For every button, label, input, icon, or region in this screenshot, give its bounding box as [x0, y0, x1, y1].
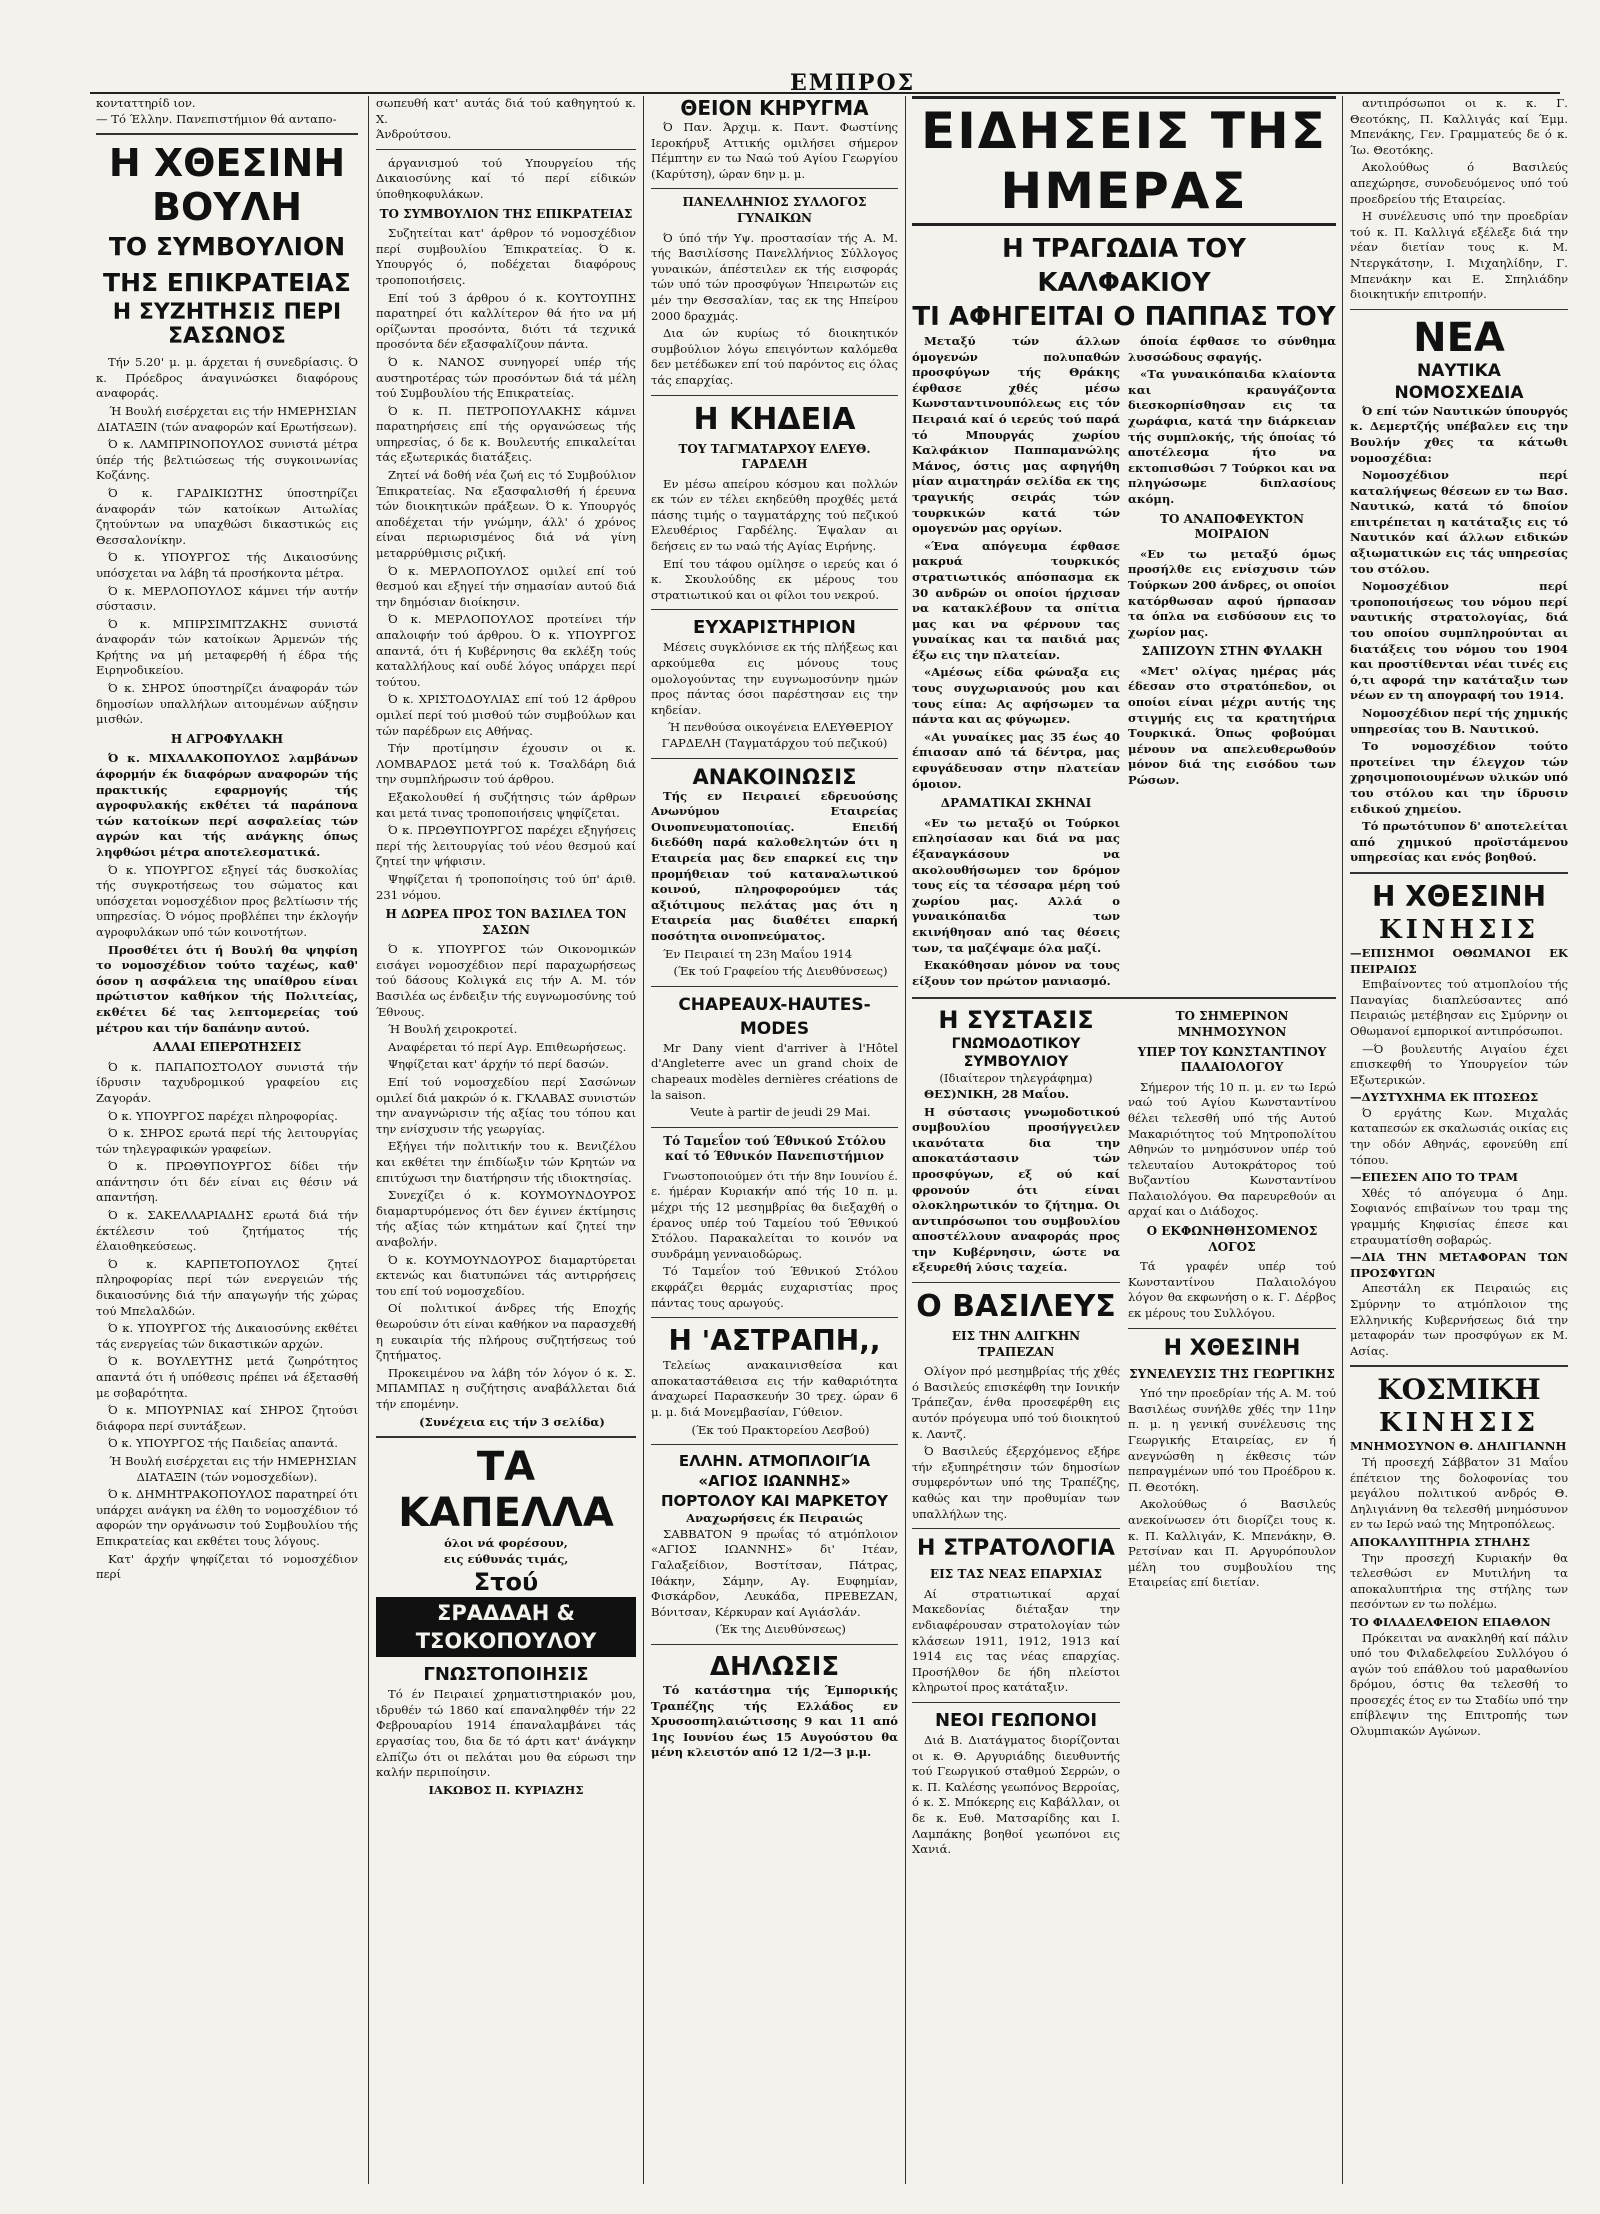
paragraph: Ό κ. ΥΠΟΥΡΓΟΣ τής Δικαιοσύνης υπόσχεται να λάβη τά προσήκοντα μέτρα. — [96, 550, 358, 580]
paragraph: Διά Β. Διατάγματος διορίζονται οι κ. Θ. Αργυριάδης διευθυντής τού Γεωργικού σταθμού Σερρών, ο κ. Π. Καλέσης γεωπόνος Βερροίας, ό κ. Σ. Μπόκερης εις Καβάλλαν, οι δε κ. Ευθ. Ματσαρίδης και Ι. Λαμπάκης βοηθοί γεωπόνοι εις Χανιά. — [912, 1732, 1120, 1857]
headline-kideia: Η ΚΗΔΕΙΑ — [693, 401, 856, 437]
column-1 — [96, 96, 358, 2184]
section-heading: ΔΡΑΜΑΤΙΚΑΙ ΣΚΗΝΑΙ — [940, 796, 1092, 811]
paragraph: —Ό βουλευτής Αιγαίου έχει επισκεφθή το Υπουργείον τών Εξωτερικών. — [1350, 1041, 1568, 1087]
paragraph: Τήν 5.20' μ. μ. άρχεται ή συνεδρίασις. Ό κ. Πρόεδρος άναγινώσκει διαφόρους αναφοράς. — [96, 355, 358, 401]
paragraph: Veute à partir de jeudi 29 Mai. — [690, 1105, 871, 1120]
paragraph: Ό κ. ΥΠΟΥΡΓΟΣ τών Οικονομικών εισάγει νομοσχέδιον περί παραχωρήσεως τού δάσους Κολιγκά εις τήν Α. Μ. τόν Βασιλέα ως ένδειξιν τής ευγνωμοσύνης τού Έθνους. — [376, 942, 636, 1019]
section-heading: Ο ΕΚΦΩΝΗΘΗΣΟΜΕΝΟΣ ΛΟΓΟΣ — [1146, 1224, 1318, 1254]
paragraph: Νομοσχέδιον περί τής χημικής υπηρεσίας του Β. Ναυτικού. — [1350, 706, 1568, 736]
paragraph: Προκειμένου να λάβη τόν λόγον ό κ. Σ. ΜΠΑΜΠΑΣ η συζήτησις αναβάλλεται διά τήν επομένην. — [376, 1365, 636, 1411]
story-two-col — [912, 334, 1336, 991]
headline-kirygma: ΘΕΙΟΝ ΚΗΡΥΓΜΑ — [680, 96, 869, 120]
section-heading: ΕΙΣ ΤΑΣ ΝΕΑΣ ΕΠΑΡΧΙΑΣ — [930, 1567, 1102, 1582]
subheading: (Ιδιαίτερον τηλεγράφημα) — [939, 1071, 1093, 1086]
masthead-title: ΕΜΠΡΟΣ — [790, 70, 916, 96]
paragraph: Αί στρατιωτικαί αρχαί Μακεδονίας διέταξαν την ενδιαφέρουσαν στρατολογίαν τών κλάσεων 1911, 1912, 1913 καί 1914 εις τας νέας επαρχίας. Προσήλθον δε ήδη πλείστοι κληρωτοί προς κατάταξιν. — [912, 1586, 1120, 1695]
headline-geoponoi: ΝΕΟΙ ΓΕΩΠΟΝΟΙ — [934, 1709, 1098, 1731]
headline-astrapi: Η 'ΑΣΤΡΑΠΗ,, — [668, 1324, 881, 1358]
subheading: ΜΝΗΜΟΣΥΝΟΝ Θ. ΔΗΛΙΓΙΑΝΝΗ — [1350, 1439, 1567, 1454]
paragraph: Συζητείται κατ' άρθρον τό νομοσχέδιον περί συμβουλίου Έπικρατείας. Ό κ. Υπουργός ό, ποδέχεται διαφόρους τροποποιήσεις. — [376, 226, 636, 287]
paragraph: Ό κ. ΜΠΟΥΡΝΙΑΣ καί ΣΗΡΟΣ ζητούσι διάφορα περί συντάξεων. — [96, 1403, 358, 1433]
section-heading: ΤΟ ΣΥΜΒΟΥΛΙΟΝ ΤΗΣ ΕΠΙΚΡΑΤΕΙΑΣ — [379, 206, 633, 221]
paragraph: Δια ών κυρίως τό διοικητικόν συμβούλιον λόγω επειγόντων καλόμεθα δεν μετέδωκεν επί τού παρόντος εις όλας τάς επαρχίας. — [651, 326, 898, 387]
section-heading: ΣΥΝΕΛΕΥΣΙΣ ΤΗΣ ΓΕΩΡΓΙΚΗΣ — [1129, 1366, 1335, 1381]
paragraph: Ό κ. ΝΑΝΟΣ συνηγορεί υπέρ τής αυστηροτέρας τών προσόντων διά τά μέλη τού Συμβουλίου τής Επικρατείας. — [376, 354, 636, 401]
paragraph: Ή Βουλή εισέρχεται εις τήν ΗΜΕΡΗΣΙΑΝ ΔΙΑΤΑΞΙΝ (τών νομοσχεδίων). — [109, 1453, 357, 1484]
section-heading: ΣΑΠΙΖΟΥΝ ΣΤΗΝ ΦΥΛΑΚΗ — [1141, 644, 1323, 659]
headline-pappas: ΤΙ ΑΦΗΓΕΙΤΑΙ Ο ΠΑΠΠΑΣ ΤΟΥ — [912, 302, 1336, 332]
top-line: — Τό Έλλην. Πανεπιστήμιον θά ανταπο- — [96, 111, 337, 126]
paragraph: Ή Βουλή εισέρχεται εις τήν ΗΜΕΡΗΣΙΑΝ ΔΙΑΤΑΞΙΝ (τών αναφορών καί Ερωτήσεων). — [97, 403, 357, 434]
paragraph: Ό κ. ΜΕΡΛΟΠΟΥΛΟΣ ομιλεί επί τού θεσμού και εξηγεί τήν σημασίαν αυτού διά την δημόσιαν διοίκησιν. — [376, 563, 636, 609]
paragraph: Τής εν Πειραιεί εδρευούσης Ανωνύμου Εταιρείας Οινοπνευματοποιίας. Επειδή διεδόθη παρά καλοθελητών ότι η Εταιρεία μας δεν επαρκεί εις την προμήθειαν τού καταναλωτικού κοινού, πληροφορούμεν τάς αξιότιμους πελάτας μας ότι η Εταιρεία μας διαθέτει επαρκή ποσότητα οινοπνεύματος. — [651, 788, 898, 943]
paragraph: Νομοσχέδιον περί τροποποιήσεως του νόμου περί ναυτικής στρατολογίας, διά του οποίου συμπληρούνται αι διατάξεις του νόμου του 1904 και προστίθενται νέαι τινές εις ό,τι αφορά την κατάταξιν των νέων εν τη απογραφή του 1914. — [1350, 579, 1568, 703]
divider — [912, 1702, 1120, 1703]
paragraph: Προσθέτει ότι ή Βουλή θα ψηφίση το νομοσχέδιον τούτο ταχέως, καθ' όσον η ασφάλεια της υπαίθρου είναι πρώτιστον καθήκον τής Πολιτείας, εκθέτει δέ τας λεπτομερείας τού μέτρου και τήν δαπάνην αυτού. — [96, 942, 358, 1035]
headline-chthesini-kinisis: Η ΧΘΕΣΙΝΗ — [1371, 879, 1547, 913]
paragraph: Ό κ. ΜΙΧΑΛΑΚΟΠΟΥΛΟΣ λαμβάνων άφορμήν έκ διαφόρων αναφορών τής πρακτικής εφαρμογής τής αγροφυλακής εκθέτει τά παράπονα τών κατοίκων περί ασφαλείας τών αγρών και τής ανάγκης όπως ληφθώσι μέτρα αποτελεσματικά. — [96, 751, 358, 859]
divider — [651, 1127, 898, 1128]
column-2 — [376, 96, 636, 2184]
headline-chthesini: Η ΧΘΕΣΙΝΗ — [1163, 1335, 1301, 1361]
section-heading: ΠΑΝΕΛΛΗΝΙΟΣ ΣΥΛΛΟΓΟΣ ΓΥΝΑΙΚΩΝ — [682, 195, 867, 225]
paragraph: όποία έφθασε το σύνθημα λυσσώδους σφαγής. — [1128, 334, 1336, 364]
divider — [912, 1282, 1120, 1283]
headline-vouli: Η ΧΘΕΣΙΝΗ ΒΟΥΛΗ — [108, 141, 346, 230]
paragraph: Ζητεί νά δοθή νέα ζωή εις τό Συμβούλιον Έπικρατείας. Να εξασφαλισθή ή έρευνα τών διοικητικών πράξεων. Ό κ. Υπουργός αποδέχεται τήν γνώμην, άλλ' ό χρόνος είναι περιωρισμένος διά νά γίνη μεταρρύθμισις ριζική. — [376, 468, 636, 561]
paragraph: Ό κ. ΛΑΜΠΡΙΝΟΠΟΥΛΟΣ συνιστά μέτρα ύπέρ τής βελτιώσεως τής συγκοινωνίας Κοζάνης. — [96, 437, 358, 483]
paragraph: «Τα γυναικόπαιδα κλαίοντα και κραυγάζοντα διεσκορπίσθησαν εις τα χωράφια, κατά την διάρκειαν τής συμπλοκής, τής όποίας τό αποτέλεσμα ήτο να εκτοπισθώσι 7 Τούρκοι και να πληγώσωμε διπλασίους ακόμη. — [1128, 367, 1336, 506]
paragraph: Ό κ. ΚΑΡΠΕΤΟΠΟΥΛΟΣ ζητεί πληροφορίας περί τών ενεργειών τής δικαιοσύνης διά τήν απαγωγήν τής χώρας τού Μπελαλδών. — [96, 1256, 358, 1318]
section-heading: ΑΛΛΑΙ ΕΠΕΡΩΤΗΣΕΙΣ — [152, 1040, 302, 1055]
column-rule — [643, 96, 644, 2184]
paragraph: Επί τού νομοσχεδίου περί Σασώνων ομιλεί διά μακρών ό κ. ΓΚΛΑΒΑΣ συνιστών την αναγνώρισιν τής αξίας του τόπου και την ενίσχυσιν τής γεωργίας. — [376, 1075, 636, 1136]
ad-hats-from: Στού — [473, 1568, 539, 1597]
paragraph: Μέσεις συγκλόνισε εκ τής πλήξεως και αρκούμεθα εις μόνους τους ομολογούντας την ευγνωμοσύνην ημών προς πάντας όσοι παρέστησαν εις την κηδείαν. — [651, 640, 898, 717]
paragraph: Τό έν Πειραιεί χρηματιστηριακόν μου, ιδρυθέν τώ 1860 καί επαναληφθέν τήν 22 Φεβρουαρίου 1914 έπαναλαμβάνει τάς εργασίας του, δια δε τό άρτι κατ' άνάγκην ελπίζω ότι οι πελάται μου θα εύρωσι την καλήν περιποίησιν. — [376, 1687, 636, 1780]
paragraph: Ό κ. ΠΡΩΘΥΠΟΥΡΓΟΣ δίδει τήν απάντησιν ότι δέν είναι εις θέσιν νά απαντήση. — [96, 1159, 358, 1205]
notices-heading: ΓΝΩΣΤΟΠΟΙΗΣΙΣ — [423, 1664, 589, 1686]
divider — [1350, 1365, 1568, 1367]
paragraph: Ολίγον πρό μεσημβρίας τής χθές ό Βασιλεύς επισκέφθη την Ιονικήν Τράπεζαν, ένθα προσεφέρθη εις αυτόν πρόγευμα υπό τού διοικητού κ. Λαντζ. — [912, 1364, 1120, 1441]
divider — [651, 188, 898, 189]
paragraph: Εξακολουθεί ή συζήτησις τών άρθρων και μετά τινας τροποποιήσεις ψηφίζεται. — [376, 789, 636, 820]
divider — [651, 986, 898, 987]
paragraph: Χθές τό απόγευμα ό Δημ. Σοφιανός επιβαίνων του τραμ της γραμμής Κηφισίας έπεσε και ετραυματίσθη σοβαρώς. — [1350, 1185, 1568, 1247]
paragraph: Τήν προτίμησιν έχουσιν οι κ. ΛΟΜΒΑΡΔΟΣ μετά τού κ. Τσαλδάρη διά την συμπλήρωσιν τού άρθρου. — [376, 741, 636, 787]
section-heading: ΤΟ ΣΗΜΕΡΙΝΟΝ ΜΝΗΜΟΣΥΝΟΝ — [1175, 1009, 1289, 1039]
divider — [651, 758, 898, 759]
paragraph: Ό Παν. Άρχιμ. κ. Παντ. Φωστίνης Ιεροκήρυξ Αττικής ομιλήσει σήμερον Πέμπτην εν τω Ναώ τού Αγίου Γεωργίου (Καρύτση), ώραν 6ην μ. μ. — [651, 120, 898, 181]
section-heading: Η ΑΓΡΟΦΥΛΑΚΗ — [170, 731, 284, 746]
divider — [912, 997, 1336, 999]
paragraph: Ό κ. ΚΟΥΜΟΥΝΔΟΥΡΟΣ διαμαρτύρεται εκτενώς και διατυπώνει τάς αντιρρήσεις του επί τού νομοσχεδίου. — [376, 1252, 636, 1298]
paragraph: Αναφέρεται τό περί Αγρ. Επιθεωρήσεως. — [388, 1039, 627, 1054]
paragraph: «Μετ' ολίγας ημέρας μάς έδεσαν στο στρατόπεδον, οι οποίοι είναι μέχρι αυτής της στιγμής εις τα κρατητήρια Τουρκικά. Όπως φοβούμαι μένουν να απελευθερωθούν μόνον διά της εισόδου των Ρώσων. — [1128, 663, 1336, 788]
column-rule — [1342, 96, 1343, 2184]
subheading: —ΕΠΕΣΕΝ ΑΠΟ ΤΟ ΤΡΑΜ — [1350, 1170, 1518, 1185]
headline-dilosis: ΔΗΛΩΣΙΣ — [709, 1651, 840, 1682]
paragraph: Ό κ. ΓΑΡΔΙΚΙΩΤΗΣ ύποστηρίζει άναφοράν τών κατοίκων Αιτωλίας ζητούντων να υπαχθώσι δικαστικώς εις Θεσσαλονίκην. — [96, 485, 358, 547]
column-rule — [368, 96, 369, 2184]
headline-nea: ΝΕΑ — [1413, 314, 1505, 361]
headline-stratologia: Η ΣΤΡΑΤΟΛΟΓΙΑ — [917, 1536, 1115, 1562]
paragraph: Ό κ. ΔΗΜΗΤΡΑΚΟΠΟΥΛΟΣ παρατηρεί ότι υπάρχει ανάγκη να έλθη το νομοσχέδιον τό αφορών την οργάνωσιν τού Συμβουλίου τής Επικρατείας και εκθέτει τους λόγους. — [96, 1487, 358, 1548]
section-heading: ΥΠΕΡ ΤΟΥ ΚΩΝΣΤΑΝΤΙΝΟΥ ΠΑΛΑΙΟΛΟΓΟΥ — [1137, 1044, 1327, 1075]
story-left — [912, 334, 1120, 991]
paragraph: Επί του τάφου ομίλησε ο ιερεύς και ό κ. Σκουλούδης εκ μέρους του στρατιωτικού και οι φίλοι του νεκρού. — [651, 556, 898, 602]
section-heading: ΤΟΥ ΤΑΓΜΑΤΑΡΧΟΥ ΕΛΕΥΘ. ΓΑΡΔΕΛΗ — [678, 441, 871, 472]
paragraph: Ό κ. ΜΠΙΡΣΙΜΙΤΖΑΚΗΣ συνιστά άναφοράν τών κατοίκων Άρμενών τής Κρήτης να μή μεταφερθή ή έδρα τής Ειρηνοδικείου. — [96, 616, 358, 678]
paragraph: Γνωστοποιούμεν ότι τήν 8ην Ιουνίου έ. ε. ήμέραν Κυριακήν από τής 10 π. μ. μέχρι τής 12 μεσημβρίας θα διεξαχθή ο έρανος υπέρ τού Ταμείου τού Έθνικού Στόλου. Παρακαλείται το κοινόν να συνδράμη γενναιοδώρως. — [651, 1168, 898, 1261]
paragraph: Ή Βουλή χειροκροτεί. — [388, 1022, 518, 1037]
paragraph: Επί τού 3 άρθρου ό κ. ΚΟΥΤΟΥΠΗΣ παρατηρεί ότι καλλίτερον θά ήτο να μή ορίζωνται προσόντα, διότι τά τεχνικά προσόντα δέν εξασφαλίζουν πάντα. — [376, 290, 636, 352]
paragraph: Ό κ. ΜΕΡΛΟΠΟΥΛΟΣ προτείνει τήν απαλοιφήν τού άρθρου. Ό κ. ΥΠΟΥΡΓΟΣ απαντά, ότι ή Κυβέρνησις θα εκλέξη τούς καταλλήλους καί ουδέ λόγος υπάρχει περί τούτου. — [376, 612, 636, 689]
headline-eucharistirion: ΕΥΧΑΡΙΣΤΗΡΙΟΝ — [693, 617, 856, 639]
paragraph: Η συνέλευσις υπό την προεδρίαν τού κ. Π. Καλλιγά εξέλεξε διά την νέαν διετίαν τους κ. Μ. Ντεργκάτσην, Ι. Μιχαηλίδην, Γ. Μπενάκην και Ε. Σπηλιάδην διοικητικήν επιτροπήν. — [1350, 209, 1568, 302]
column-5 — [1350, 96, 1568, 2184]
ad-hats-line: εις εύθυνάς τιμάς, — [443, 1551, 569, 1566]
subheading: —ΔΥΣΤΥΧΗΜΑ ΕΚ ΠΤΩΣΕΩΣ — [1350, 1090, 1539, 1105]
paragraph: Τά γραφέν υπέρ τού Κωνσταντίνου Παλαιολόγου λόγον θα εκφωνήση ο κ. Γ. Δέρβος εκ μέρους του Συλλόγου. — [1128, 1259, 1336, 1321]
paragraph: Ό κ. ΠΡΩΘΥΠΟΥΡΓΟΣ παρέχει εξηγήσεις περί τής λειτουργίας τού νέου θεσμού καί ζητεί την ψήφισιν. — [376, 823, 636, 869]
paragraph: άργανισμού τού Υπουργείου τής Δικαιοσύνης καί τό περί είδικών ύποθηκοφυλάκων. — [376, 155, 636, 201]
paragraph: Ό κ. ΣΑΚΕΛΛΑΡΙΑΔΗΣ ερωτά διά τήν έκτέλεσιν τού ζητήματος τής έλαιοθηκεύσεως. — [96, 1208, 358, 1254]
paragraph: (Έκ τού Πρακτορείου Λεσβού) — [691, 1422, 870, 1437]
headline-eidiseis: ΕΙΔΗΣΕΙΣ ΤΗΣ ΗΜΕΡΑΣ — [912, 96, 1336, 226]
headline-tragodia: Η ΤΡΑΓΩΔΙΑ ΤΟΥ ΚΑΛΦΑΚΙΟΥ — [1001, 234, 1247, 298]
continued-note: (Συνέχεια εις τήν 3 σελίδα) — [419, 1414, 605, 1429]
divider — [651, 1644, 898, 1645]
paragraph: Εκακόθησαν μόνον να τους είξουν τον πρώτον μανιασμό. — [912, 958, 1120, 988]
signature: ΙΑΚΩΒΟΣ Π. ΚΥΡΙΑΖΗΣ — [428, 1782, 584, 1797]
column-3 — [651, 96, 898, 2184]
paragraph: (Έκ τού Γραφείου τής Διευθύνσεως) — [673, 964, 888, 979]
divider — [912, 1528, 1120, 1529]
paragraph: Ό κ. ΧΡΙΣΤΟΔΟΥΛΙΑΣ επί τού 12 άρθρου ομιλεί περί τού μισθού τών συμβούλων και τών παρέδρων εις Αθήνας. — [376, 692, 636, 738]
top-line: Άνδρούτσου. — [376, 127, 452, 142]
paragraph: Την προσεχή Κυριακήν θα τελεσθώσι εν Μυτιλήνη τα αποκαλυπτήρια της στήλης των πεσόντων εν τω πολέμω. — [1350, 1550, 1568, 1612]
paragraph: Ακολούθως ό Βασιλεύς ανεκοίνωσεν ότι διορίζει τους κ. κ. Π. Καλλιγάν, Κ. Μπενάκην, Θ. Ρετσίναν και Π. Αργυρόπουλον μέλη του συμβουλίου της Εταιρείας επί διετίαν. — [1128, 1497, 1336, 1590]
ad-hats-line: όλοι νά φορέσουν, — [444, 1536, 568, 1551]
paragraph: Ό εργάτης Κων. Μιχαλάς καταπεσών εκ σκαλωσιάς οικίας εις την οδόν Αθηνάς, εφονεύθη επί τόπου. — [1350, 1105, 1568, 1167]
paragraph: Τή προσεχή Σάββατον 31 Μαΐου έπέτειον της δολοφονίας του μεγάλου πολιτικού ανδρός Θ. Δηλιγιάννη θα τελεσθή μνημόσυνον εν τω Ιερώ ναώ της Μητροπόλεως. — [1350, 1454, 1568, 1532]
column-rule — [905, 96, 906, 2184]
paragraph: Εξήγει τήν πολιτικήν του κ. Βενιζέλου και εκθέτει την έπιδίωξιν τών Κρητών να επιτύχωσι την διατήρησιν τής ιδιοκτησίας. — [376, 1139, 636, 1185]
paragraph: ΣΑΒΒΑΤΟΝ 9 πρωΐας τό ατμόπλοιον «ΑΓΙΟΣ ΙΩΑΝΝΗΣ» δι' Ιτέαν, Γαλαξείδιον, Βοστίτσαν, Πάτρας, Ιθάκην, Σάμην, Αγ. Ευφημίαν, Φισκάρδον, Λευκάδα, ΠΡΕΒΕΖΑΝ, Βόνιτσαν, Κέρκυραν καί Αγιάσλάν. — [651, 1526, 898, 1619]
paragraph: Ό κ. Π. ΠΕΤΡΟΠΟΥΛΑΚΗΣ κάμνει παρατηρήσεις επί τής οργανώσεως τής υπηρεσίας, ό δε κ. Βουλευτής επικαλείται τάς εξωτερικάς διατάξεις. — [376, 403, 636, 465]
paragraph: αντιπρόσωποι οι κ. κ. Γ. Θεοτόκης, Π. Καλλιγάς καί Έμμ. Μπενάκης, Γεν. Γραμματεύς δε ό κ. Ίω. Θεοτόκης. — [1350, 96, 1568, 157]
divider — [1350, 872, 1568, 874]
paragraph: Ή πενθούσα οικογένεια ΕΛΕΥΘΕΡΙΟΥ ΓΑΡΔΕΛΗ (Ταγματάρχου τού πεζικού) — [661, 720, 894, 750]
paragraph: Ψηφίζεται ή τροποποίησις τού ύπ' άριθ. 231 νόμου. — [376, 871, 636, 902]
ad-hats-title: ΤΑ ΚΑΠΕΛΛΑ — [398, 1444, 614, 1537]
paragraph: «Εν τω μεταξύ οι Τούρκοι επλησίασαν και διά να μας έξαναγκάσουν να ακολουθήσωμεν τον δρόμον τους είς τα τέσσαρα μέρη τού χωρίου μας. Αλλά ο γυναικόπαιδα των εκινήθησαν από τας θέσεις των, τα μαζέψαμε όλα μαζί. — [912, 815, 1120, 955]
paragraph: Τελείως ανακαινισθείσα και αποκαταστάθεισα εις τήν καθαριότητα άναχωρεί Παρασκευήν 30 τρεχ. ώραν 6 μ. μ. διά Μονεμβασίαν, Γύθειον. — [651, 1358, 898, 1419]
paragraph: Απεστάλη εκ Πειραιώς εις Σμύρνην το ατμόπλοιον της Ελληνικής Κυβερνήσεως διά την μεταφοράν των προσφύγων εκ Μ. Ασίας. — [1350, 1281, 1568, 1358]
divider — [1128, 1328, 1336, 1329]
column-4 — [912, 96, 1336, 2184]
headline-vasileus: Ο ΒΑΣΙΛΕΥΣ — [916, 1289, 1116, 1325]
paragraph: Ό κ. ΜΕΡΛΟΠΟΥΛΟΣ κάμνει τήν αυτήν σύστασιν. — [96, 583, 358, 614]
divider — [376, 149, 636, 150]
section-heading: ΕΙΣ ΤΗΝ ΑΛΙΓΚΗΝ ΤΡΑΠΕΖΑΝ — [951, 1329, 1081, 1359]
headline-atmoploia: ΕΛΛΗΝ. ΑΤΜΟΠΛΟΙΓΊΑ «ΑΓΙΟΣ ΙΩΑΝΝΗΣ» ΠΟΡΤΟΛΟΥ ΚΑΙ ΜΑΡΚΕΤΟΥ — [660, 1452, 888, 1511]
top-line: κονταττηρίδ ιον. — [96, 96, 196, 110]
paragraph: Ό κ. ΣΗΡΟΣ ερωτά περί τής λειτουργίας τών τηλεγραφικών γραφείων. — [96, 1126, 358, 1156]
paragraph: «Αμέσως είδα φώναξα εις τους συγχωριανούς μου και τους είπα: Ας αφήσωμεν τα πάντα και ας φύγωμεν. — [912, 665, 1120, 727]
paragraph: Ακολούθως ό Βασιλεύς απεχώρησε, συνοδευόμενος υπό τού προεδρείου τής Εταιρείας. — [1350, 160, 1568, 206]
section-heading: Τό Ταμεΐον τού Έθνικού Στόλου καί τό Έθνικόν Πανεπιστήμιον — [663, 1133, 886, 1164]
paragraph: Έν Πειραιεί τη 23η Μαΐου 1914 — [663, 946, 853, 961]
divider — [96, 133, 358, 135]
subheading: ΑΠΟΚΑΛΥΠΤΗΡΙΑ ΣΤΗΛΗΣ — [1350, 1534, 1531, 1549]
paragraph: Ό κ. ΥΠΟΥΡΓΟΣ παρέχει πληροφορίας. — [108, 1108, 338, 1123]
subheading: —ΔΙΑ ΤΗΝ ΜΕΤΑΦΟΡΑΝ ΤΩΝ ΠΡΟΣΦΥΓΩΝ — [1350, 1250, 1568, 1280]
paragraph: Πρόκειται να ανακληθή καί πάλιν υπό του Φιλαδελφείου Συλλόγου ό αγών τού επάθλου τού μαραθωνίου δρόμου, όστις θα τελεσθή το προσεχές έτος εν τω Σταδίω υπό την επίβλεψιν της Επιτροπής των Ολυμπιακών Αγώνων. — [1350, 1630, 1568, 1739]
paragraph: (Έκ της Διευθύνσεως) — [715, 1622, 846, 1637]
paragraph: Κατ' άρχήν ψηφίζεται τό νομοσχέδιον περί — [96, 1551, 358, 1582]
paragraph: Τό Ταμεΐον τού Έθνικού Στόλου εκφράζει θερμάς ευχαριστίας προς πάντας τους αρωγούς. — [651, 1264, 898, 1310]
paragraph: Νομοσχέδιον περί καταλήψεως θέσεων εν τω Βασ. Ναυτικώ, κατά τό δποίον επιτρέπεται η κατάταξις εις τό Ναυτικόν καί άλλων ειδικών αξιωματικών εις τάς υπηρεσίας του στόλου. — [1350, 468, 1568, 576]
paragraph: Ψηφίζεται κατ' άρχήν τό περί δασών. — [388, 1057, 609, 1072]
paragraph: Υπό την προεδρίαν τής Α. Μ. τού Βασιλέως συνήλθε χθές την 11ην π. μ. η γενική συνέλευσις της Γεωργικής Εταιρείας, εν ή ανεγνώσθη η έκθεσις τών πεπραγμένων υπό του Προέδρου κ. Π. Θεοτόκη. — [1128, 1386, 1336, 1494]
divider — [1350, 309, 1568, 310]
paragraph: Συνεχίζει ό κ. ΚΟΥΜΟΥΝΔΟΥΡΟΣ διαμαρτυρόμενος ότι δεν έγινεν έκτίμησις τής αξίας τών κτημάτων καί ζητεί την αναβολήν. — [376, 1188, 636, 1249]
lower-left — [912, 1005, 1120, 1859]
subheading: ΤΟ ΦΙΛΑΔΕΛΦΕΙΟΝ ΕΠΑΘΛΟΝ — [1350, 1614, 1551, 1629]
paragraph: Τό πρωτότυπον δ' αποτελείται από χημικού προϊστάμενου υπηρεσίας και ενός βοηθού. — [1350, 819, 1568, 865]
paragraph: Ό επί τών Ναυτικών ύπουργός κ. Δεμερτζής υπέβαλεν εις την Βουλήν χθες τα κάτωθι νομοσχέδια: — [1350, 403, 1568, 465]
paragraph: Ό κ. ΥΠΟΥΡΓΟΣ εξηγεί τάς δυσκολίας τής συγκροτήσεως του σώματος και υπόσχεται νομοσχέδιον προς βελτίωσιν τής υπηρεσίας. Ό νόμος προβλέπει την έκλογήν αγροφυλάκων υπό τών κοινοτήτων. — [96, 862, 358, 939]
story-right — [1128, 334, 1336, 991]
headline-symvoulion: ΤΟ ΣΥΜΒΟΥΛΙΟΝ ΤΗΣ ΕΠΙΚΡΑΤΕΙΑΣ — [103, 232, 351, 298]
paragraph: Οί πολιτικοί άνδρες τής Εποχής θεωρούσιν ότι είναι καθήκον να παρασχεθή η ευκαιρία τής πλήρους συζητήσεως τού ζητήματος. — [376, 1301, 636, 1363]
headline-anakoinosis: ΑΝΑΚΟΙΝΩΣΙΣ — [692, 764, 857, 789]
paragraph: Ό κ. ΥΠΟΥΡΓΟΣ τής Δικαιοσύνης εκθέτει τάς ενεργείας τών δικαστικών αρχών. — [96, 1321, 358, 1351]
paragraph: Επιβαίνοντες τού ατμοπλοίου τής Παναγίας διαπλεύσαντες από Πειραιώς μετέβησαν εις Σμύρνην οι Οθωμανοί εμπορικοί αντιπρόσωποι. — [1350, 977, 1568, 1038]
paragraph: Ό κ. ΒΟΥΛΕΥΤΗΣ μετά ζωηρότητος απαντά ότι ή υπόθεσις πρέπει νά έξετασθή με σοβαρότητα. — [96, 1354, 358, 1400]
headline-naftika: ΝΑΥΤΙΚΑ ΝΟΜΟΣΧΕΔΙΑ — [1394, 360, 1524, 403]
paragraph: «Ένα απόγευμα έφθασε μακρυά τουρκικός στρατιωτικός απόσπασμα εκ 30 ανδρών οι οποίοι ήρχισαν να κατακλέβουν τα σπίτια μας και να φέρνουν τας γυναίκας και τα παιδιά μας έξω εις την πλατείαν. — [912, 538, 1120, 662]
section-heading: ΤΟ ΑΝΑΠΟΦΕΥΚΤΟΝ ΜΟΙΡΑΙΟΝ — [1160, 511, 1304, 542]
paragraph: «Εν τω μεταξύ όμως προσήλθε εις ενίσχυσιν τών Τούρκων 200 άνδρες, οι οποίοι κατόρθωσαν αφού ήρπασαν τα όπλα να εισδύσουν εις το χωρίον μας. — [1128, 546, 1336, 639]
ad-hats-shop: ΣΡΑΔΔΑΗ & ΤΣΟΚΟΠΟΥΛΟΥ — [376, 1597, 636, 1657]
paragraph: Ό κ. ΠΑΠΑΠΟΣΤΟΛΟΥ συνιστά τήν ίδρυσιν ταχυδρομικού γραφείου εις Ζαγοράν. — [96, 1059, 358, 1105]
paragraph: Εν μέσω απείρου κόσμου και πολλών εκ τών εν τέλει εκηδεύθη προχθές μετά πάσης τιμής ο ταγματάρχης τού πεζικού Ελευθέριος Γαρδέλης. Έψαλαν αι δεήσεις εν τω ναώ τής Αγίας Ειρήνης. — [651, 476, 898, 554]
headline-kosmiki: ΚΟΣΜΙΚΗ — [1377, 1373, 1541, 1407]
paragraph: Μεταξύ τών άλλων όμογενών πολυπαθών προσφύγων τής Θράκης έφθασε χθές μέσω Κωνσταντινουπόλεως εις τόν Πειραιά καί ό ιερεύς τού παρά τό Μπουργάς χωρίου Καλφάκιον Παππαμανώλης Μάνος, όστις μας αφηγήθη μίαν αιματηράν σελίδα εκ της τραγικής σειράς τών τουρκικών κατά τών ομογενών μας οργίων. — [912, 334, 1120, 536]
paragraph: Ό κ. ΥΠΟΥΡΓΟΣ τής Παιδείας απαντά. — [108, 1436, 338, 1451]
paragraph: Ό κ. ΣΗΡΟΣ ύποστηρίζει άναφοράν τών δημοσίων υπαλλήλων αιτουμένων αύξησιν μισθών. — [96, 681, 358, 727]
lower-two-col — [912, 1005, 1336, 1859]
paragraph: Τό κατάστημα τής Έμπορικής Τραπέζης τής Ελλάδος εν Χρυσοσπηλαιώτισσης 9 και 11 από 1ης Ιουνίου έως 15 Αυγούστου θα μένη κλειστόν από 12 1/2—3 μ.μ. — [651, 1682, 898, 1760]
headline-gnomodotikou: ΓΝΩΜΟΔΟΤΙΚΟΥ ΣΥΜΒΟΥΛΙΟΥ — [951, 1036, 1081, 1071]
paragraph: Ό Βασιλεύς έξερχόμενος εξήρε τήν εξυπηρέτησιν τών δημοσίων συμφερόντων υπό της Τραπέζης, καθώς και την προθυμίαν των υπαλλήλων της. — [912, 1444, 1120, 1521]
paragraph: Σήμερον τής 10 π. μ. εν τω Ιερώ ναώ τού Αγίου Κωνσταντίνου θέλει τελεσθή υπό τής Αυτού Μακαριότητος τού Μητροπολίτου Αθηνών το μνημόσυνον υπέρ τού τελευταίου Αυτοκράτορος τού Βυζαντίου Κωνσταντίνου Παλαιολόγου. Θα παρευρεθούν αι αρχαί και ο Διάδοχος. — [1128, 1079, 1336, 1219]
divider — [651, 1317, 898, 1318]
paragraph: Mr Dany vient d'arriver à l'Hôtel d'Angleterre avec un grand choix de chapeaux modèles dernières créations de la saison. — [651, 1040, 898, 1102]
dateline: ΘΕΣ)ΝΙΚΗ, 28 Μαΐου. — [924, 1086, 1070, 1101]
headline-kinisis: ΚΙΝΗΣΙΣ — [1378, 914, 1540, 945]
subheading: —ΕΠΙΣΗΜΟΙ ΟΘΩΜΑΝΟΙ ΕΚ ΠΕΙΡΑΙΩΣ — [1350, 945, 1568, 976]
masthead — [90, 70, 1560, 96]
divider — [651, 1444, 898, 1445]
divider — [651, 395, 898, 396]
headline-chapeaux: CHAPEAUX-HAUTES-MODES — [678, 994, 871, 1039]
section-heading: Η ΔΩΡΕΑ ΠΡΟΣ ΤΟΝ ΒΑΣΙΛΕΑ ΤΟΝ ΣΑΣΩΝ — [385, 907, 627, 937]
lower-right — [1128, 1005, 1336, 1859]
headline-sasonos: Η ΣΥΖΗΤΗΣΙΣ ΠΕΡΙ ΣΑΣΩΝΟΣ — [112, 300, 342, 350]
paragraph: Το νομοσχέδιον τούτο προτείνει την έλεγχον τών χρησιμοποιουμένων υλικών υπό του στόλου και την ίδρυσιν ειδικού χημείου. — [1350, 739, 1568, 816]
headline-systasis: Η ΣΥΣΤΑΣΙΣ — [938, 1006, 1094, 1035]
divider — [376, 1436, 636, 1438]
divider — [651, 609, 898, 610]
paragraph: Ό ύπό τήν Υψ. προστασίαν τής Α. Μ. τής Βασιλίσσης Πανελλήνιος Σύλλογος γυναικών, άπέστειλεν εκ τής εισφοράς τών υπό τών προσφύγων Ήπειρωτών εις μέν την Θεσσαλίαν, τας εκ της Ηπείρου 2000 δραχμάς. — [651, 230, 898, 323]
paragraph: Αναχωρήσεις έκ Πειραιώς — [686, 1511, 863, 1526]
top-line: σωπευθή κατ' αυτάς διά τού καθηγητού κ. Χ. — [376, 96, 636, 126]
paragraph: «Αι γυναίκες μας 35 έως 40 έπιασαν από τά δέντρα, μας εφυγάδευσαν στην πλατείαν όμοιον. — [912, 729, 1120, 791]
headline-kosmiki-kinisis: ΚΙΝΗΣΙΣ — [1378, 1408, 1540, 1439]
paragraph: Η σύστασις γνωμοδοτικού συμβουλίου προσήγγειλεν ικανότατα δια την αποκατάστασιν τών προσφύγων, εξ ού καί φρονούν ότι είναι ολοκληρωτικόν το ζήτημα. Οι αντιπρόσωποι του συμβουλίου αποστέλλουν αναφοράς προς την Κυβέρνησιν, ώστε να εξευρεθή λύσις ταχεία. — [912, 1104, 1120, 1275]
